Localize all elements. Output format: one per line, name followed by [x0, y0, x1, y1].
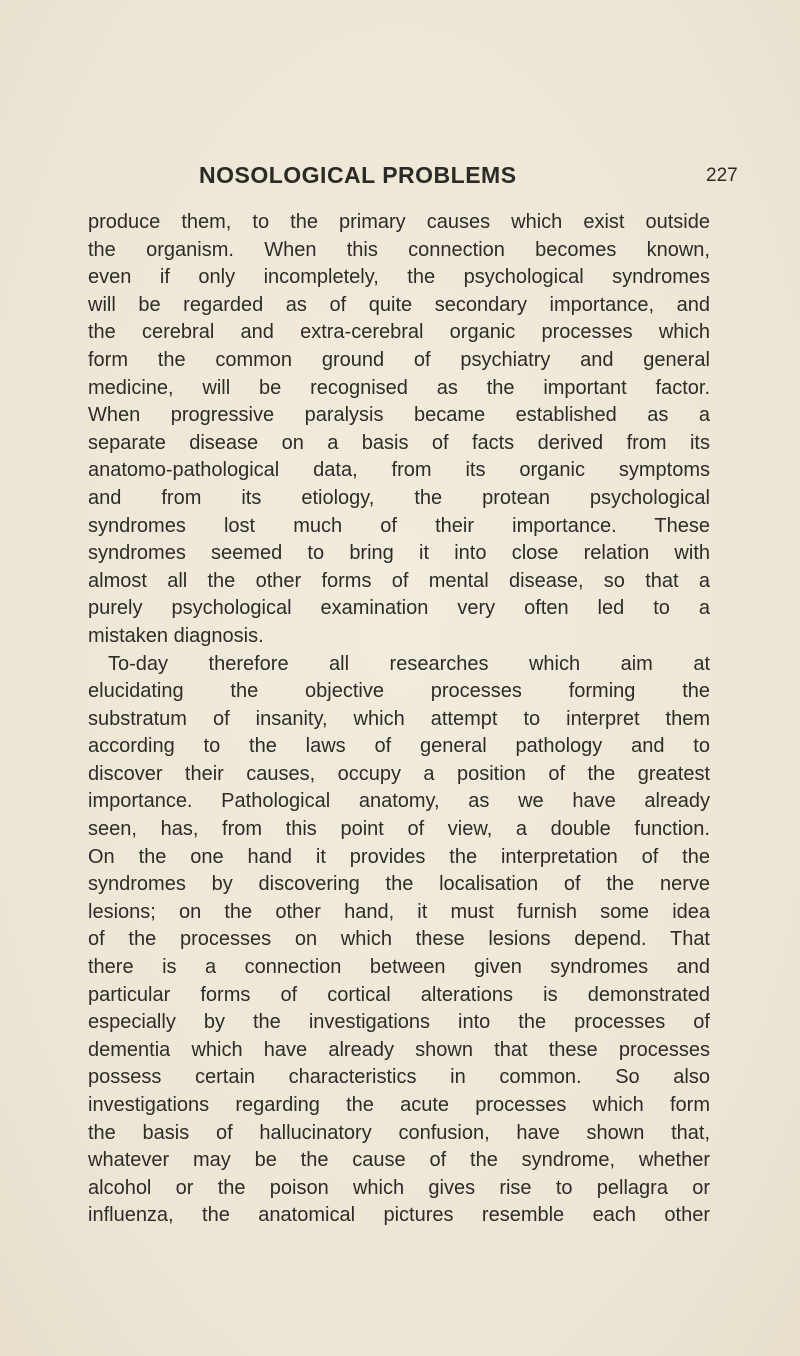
- text-line: dementia which have already shown that these processes: [88, 1038, 710, 1061]
- text-line: syndromes by discovering the localisation of the nerve: [88, 873, 710, 896]
- text-line: the organism. When this connection becomes known,: [88, 238, 710, 261]
- text-line: syndromes seemed to bring it into close relation with: [88, 542, 710, 565]
- text-line: When progressive paralysis became established as a: [88, 404, 710, 427]
- text-line: importance. Pathological anatomy, as we have already: [88, 790, 710, 813]
- text-line: elucidating the objective processes forming the: [88, 680, 710, 703]
- text-line: alcohol or the poison which gives rise to pellagra or: [88, 1176, 710, 1199]
- text-line: produce them, to the primary causes which exist outside: [88, 211, 710, 233]
- text-line: whatever may be the cause of the syndrome, whether: [88, 1149, 710, 1172]
- text-line: discover their causes, occupy a position of the greatest: [88, 762, 710, 785]
- text-line: lesions; on the other hand, it must furnish some idea: [88, 900, 710, 923]
- page-number: 227: [706, 165, 738, 186]
- text-line: the cerebral and extra-cerebral organic processes which: [88, 321, 710, 344]
- text-line: separate disease on a basis of facts derived from its: [88, 431, 710, 454]
- text-line: syndromes lost much of their importance. These: [88, 514, 710, 537]
- text-line: the basis of hallucinatory confusion, have shown that,: [88, 1121, 710, 1144]
- text-line: investigations regarding the acute processes which form: [88, 1094, 710, 1116]
- body-text: [88, 209, 710, 1230]
- text-line: substratum of insanity, which attempt to interpret them: [88, 707, 710, 730]
- text-line: On the one hand it provides the interpretation of the: [88, 845, 710, 868]
- paragraph-start-line: To-day therefore all researches which aim at: [108, 652, 710, 675]
- text-line: even if only incompletely, the psychological syndromes: [88, 266, 710, 289]
- text-line: possess certain characteristics in common. So also: [88, 1066, 710, 1089]
- text-line: form the common ground of psychiatry and general: [88, 348, 710, 371]
- text-line: influenza, the anatomical pictures resemble each other: [88, 1204, 710, 1227]
- text-line: of the processes on which these lesions depend. That: [88, 928, 710, 951]
- text-line: medicine, will be recognised as the important factor.: [88, 376, 710, 399]
- text-line: will be regarded as of quite secondary importance, and: [88, 293, 710, 316]
- text-line: according to the laws of general pathology and to: [88, 735, 710, 758]
- text-line: anatomo-pathological data, from its organic symptoms: [88, 459, 710, 482]
- text-line: almost all the other forms of mental disease, so that a: [88, 569, 710, 592]
- text-line: and from its etiology, the protean psychological: [88, 486, 710, 509]
- text-line: there is a connection between given syndromes and: [88, 956, 710, 979]
- text-line: seen, has, from this point of view, a double function.: [88, 818, 710, 841]
- text-line: mistaken diagnosis.: [88, 624, 264, 647]
- text-line: especially by the investigations into the processes of: [88, 1011, 710, 1034]
- text-line: purely psychological examination very often led to a: [88, 597, 710, 620]
- text-line: particular forms of cortical alterations is demonstrated: [88, 983, 710, 1006]
- running-head: NOSOLOGICAL PROBLEMS: [199, 162, 517, 188]
